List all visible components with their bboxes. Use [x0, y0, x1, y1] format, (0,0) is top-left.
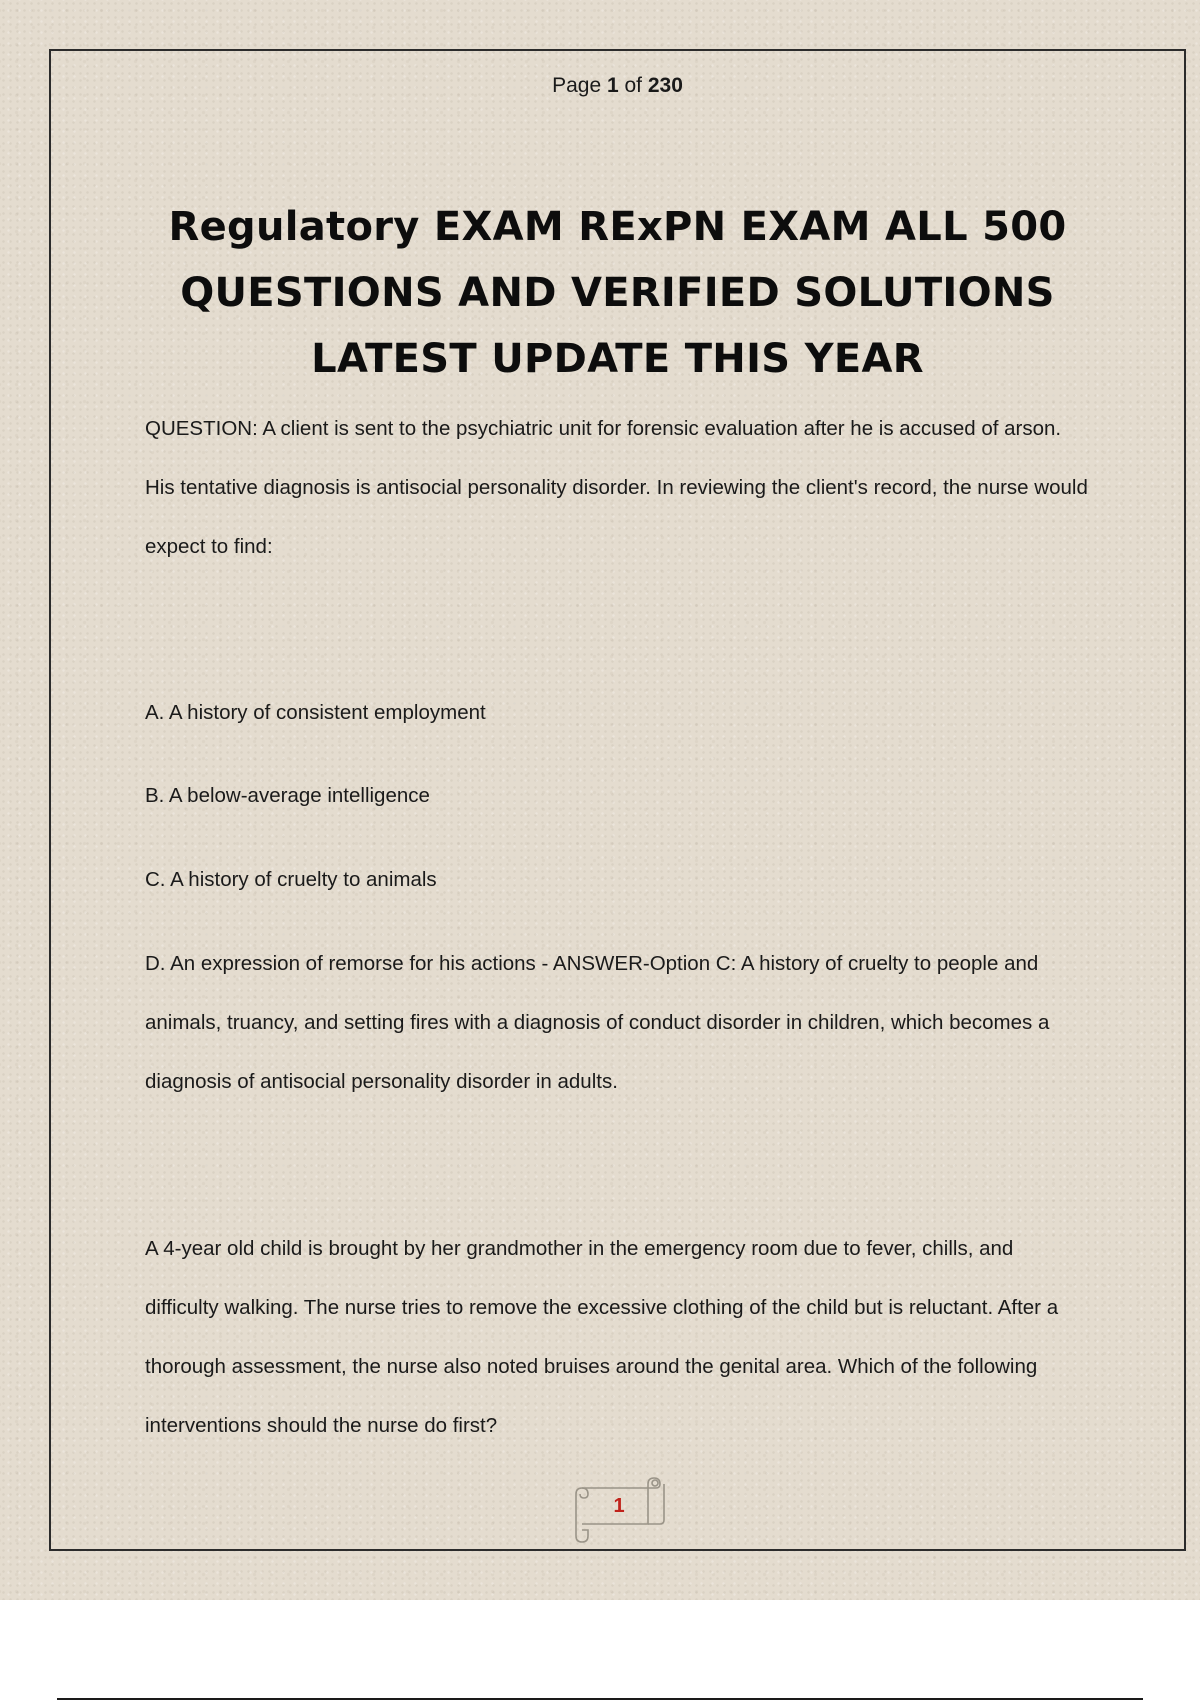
page-counter: [0, 74, 1200, 98]
question-1-option-a: A. A history of consistent employment: [145, 701, 486, 724]
question-1-option-d-answer: D. An expression of remorse for his actions - ANSWER-Option C: A history of cruelty to people and animals, truancy, and setting fires with a diagnosis of conduct disorder in children, which becomes a diagnosis of antisocial personality disorder in adults.: [145, 952, 1050, 1093]
question-1-option-c: C. A history of cruelty to animals: [145, 868, 437, 891]
page-current: 1: [606, 74, 619, 97]
page-total: 230: [647, 74, 683, 97]
page-label: Page: [552, 74, 602, 97]
question-1-option-b: B. A below-average intelligence: [145, 784, 430, 807]
question-1-stem: QUESTION: A client is sent to the psychiatric unit for forensic evaluation after he is accused of arson. His tentative diagnosis is antisocial personality disorder. In reviewing the client's record, the nurse would expect to find:: [145, 417, 1088, 558]
document-title: Regulatory EXAM RExPN EXAM ALL 500 QUESTIONS AND VERIFIED SOLUTIONS LATEST UPDATE THIS YEAR: [168, 204, 1067, 382]
page-number-footer: 1: [613, 1495, 625, 1517]
page-number-scroll-badge: [560, 1470, 670, 1545]
question-2-stem: A 4-year old child is brought by her grandmother in the emergency room due to fever, chills, and difficulty walking. The nurse tries to remove the excessive clothing of the child but is reluctant. After a thorough assessment, the nurse also noted bruises around the genital area. Which of the following interventions should the nurse do first?: [145, 1237, 1059, 1437]
page-of: of: [624, 74, 643, 97]
